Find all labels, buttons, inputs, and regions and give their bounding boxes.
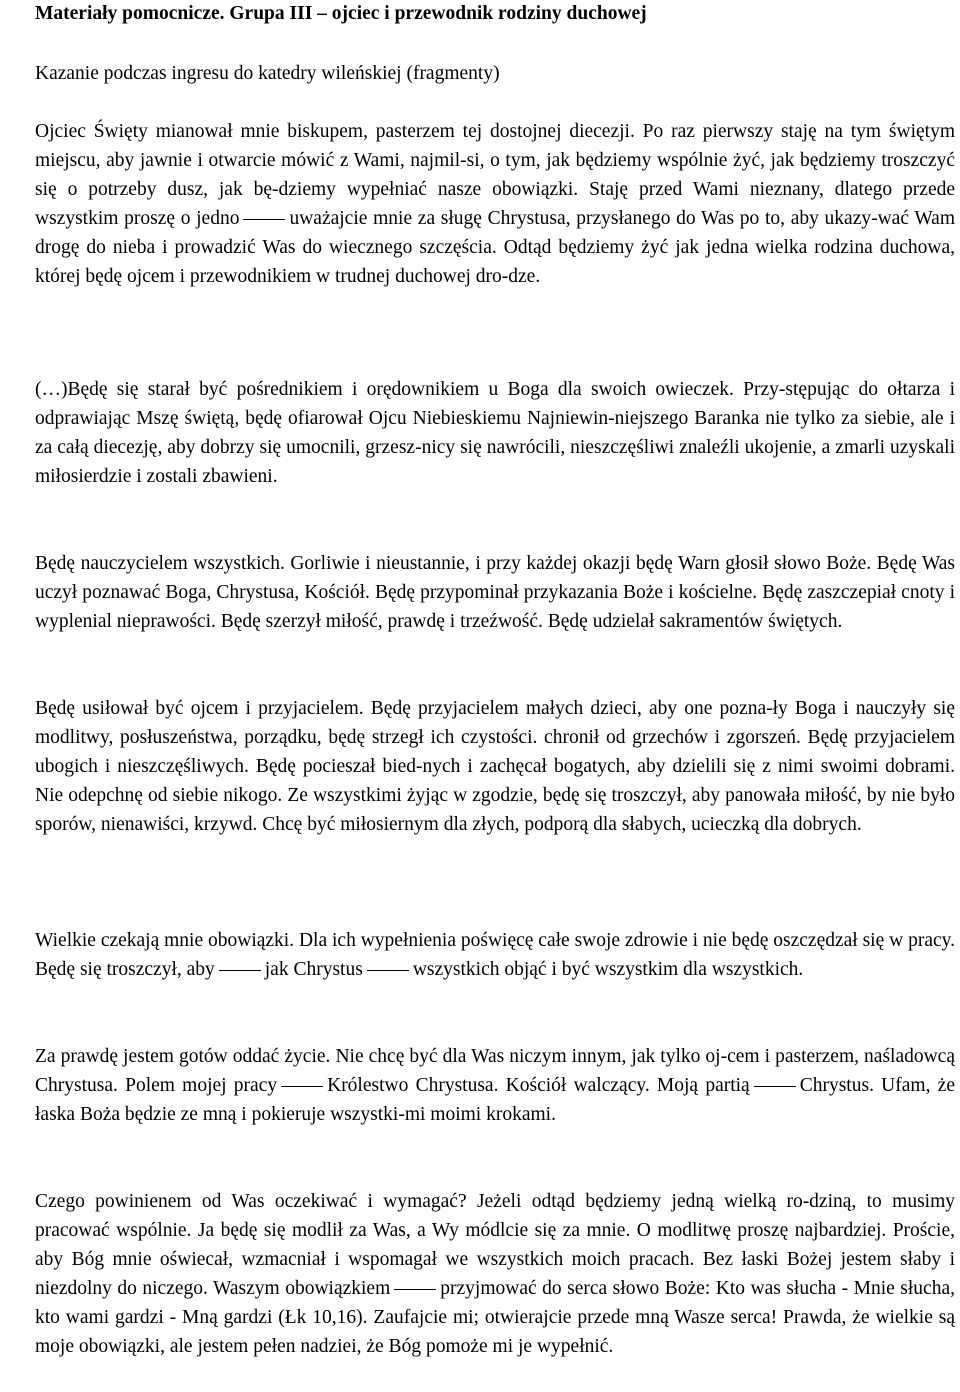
page-heading: Materiały pomocnicze. Grupa III – ojciec i przewodnik rodziny duchowej bbox=[35, 3, 647, 24]
em-dash bbox=[243, 219, 285, 220]
paragraph-text: Ojciec Święty mianował mnie biskupem, pasterzem tej dostojnej diecezji. Po raz pierwszy staję na tym świętym miejscu, aby jawnie i otwarcie mówić z Wami, najmil-si, o tym, jak będziemy wspólnie żyć, jak będziemy troszczyć się o potrzeby dusz, jak bę-dziemy wypełniać nasze obowiązki. Staję przed Wami nieznany, dlatego przede wszystkim proszę o jedno bbox=[35, 121, 955, 229]
em-dash bbox=[394, 1289, 436, 1290]
paragraph-text: Będę usiłował być ojcem i przyjacielem. Będę przyjacielem małych dzieci, aby one pozna-ły Boga i nauczyły się modlitwy, posłuszeństwa, porządku, będę strzegł ich czystości. chronił od grzechów i zgorszeń. Będę przyjacielem ubogich i nieszczęśliwych. Będę pocieszał bied-nych i zachęcał bogatych, aby dzielili się z nimi swoimi dobrami. Nie odepchnę od siebie nikogo. Ze wszystkimi żyjąc w zgodzie, będę się troszczył, aby panowała miłość, by nie było sporów, nienawiści, krzywd. Chcę być miłosiernym dla złych, podporą dla słabych, ucieczką dla dobrych. bbox=[35, 698, 955, 835]
em-dash bbox=[367, 970, 409, 971]
em-dash bbox=[754, 1086, 796, 1087]
paragraph-5 bbox=[35, 926, 955, 984]
em-dash bbox=[219, 970, 261, 971]
paragraph-text: Chrystus. Ufam, że łaska Boża będzie ze mną i pokieruje wszystki-mi moimi krokami. bbox=[35, 1075, 955, 1125]
paragraph-text: Czego powinienem od Was oczekiwać i wymagać? Jeżeli odtąd będziemy jedną wielką ro-dziną, to musimy pracować wspólnie. Ja będę się modlił za Was, a Wy módlcie się za mnie. O modlitwę proszę najbardziej. Proście, aby Bóg mnie oświecał, wzmacniał i wspomagał we wszystkich moich pracach. Bez łaski Bożej jestem słaby i niezdolny do niczego. Waszym obowiązkiem bbox=[35, 1191, 955, 1299]
paragraph-text: Królestwo Chrystusa. Kościół walczący. Moją partią bbox=[327, 1075, 750, 1096]
paragraph-text: uważajcie mnie za sługę Chrystusa, przysłanego do Was po to, aby ukazy-wać Wam drogę do nieba i prowadzić Was do wiecznego szczęścia. Odtąd będziemy żyć jak jedna wielka rodzina duchowa, której będę ojcem i przewodnikiem w trudnej duchowej dro-dze. bbox=[35, 208, 955, 287]
paragraph-4 bbox=[35, 694, 955, 839]
paragraph-text: wszystkich objąć i być wszystkim dla wszystkich. bbox=[412, 959, 804, 980]
paragraph-text: Za prawdę jestem gotów oddać życie. Nie chcę być dla Was niczym innym, jak tylko oj-cem i pasterzem, naśladowcą Chrystusa. Polem mojej pracy bbox=[35, 1046, 955, 1096]
paragraph-1 bbox=[35, 117, 955, 291]
em-dash bbox=[281, 1086, 323, 1087]
paragraph-3 bbox=[35, 549, 955, 636]
paragraph-2 bbox=[35, 375, 955, 491]
paragraph-text: Będę nauczycielem wszystkich. Gorliwie i nieustannie, i przy każdej okazji będę Warn głosił słowo Boże. Będę Was uczył poznawać Boga, Chrystusa, Kościół. Będę przypominał przykazania Boże i kościelne. Będę zaszczepiał cnoty i wyplenial nieprawości. Będę szerzył miłość, prawdę i trzeźwość. Będę udzielał sakramentów świętych. bbox=[35, 553, 955, 632]
paragraph-6 bbox=[35, 1042, 955, 1129]
paragraph-text: przyjmować do serca słowo Boże: Kto was słucha - Mnie słucha, kto wami gardzi - Mną gardzi (Łk 10,16). Zaufajcie mi; otwierajcie przede mną Wasze serca! Prawda, że wielkie są moje obowiązki, ale jestem pełen nadziei, że Bóg pomoże mi je wypełnić. bbox=[35, 1278, 955, 1357]
sermon-subtitle: Kazanie podczas ingresu do katedry wileńskiej (fragmenty) bbox=[35, 63, 500, 84]
paragraph-text: Wielkie czekają mnie obowiązki. Dla ich wypełnienia poświęcę całe swoje zdrowie i nie będę oszczędzał się w pracy. Będę się troszczył, aby bbox=[35, 930, 956, 980]
paragraph-text: (…)Będę się starał być pośrednikiem i orędownikiem u Boga dla swoich owieczek. Przy-stępując do ołtarza i odprawiając Mszę świętą, będę ofiarował Ojcu Niebieskiemu Najniewin-niejszego Baranka nie tylko za siebie, ale i za całą diecezję, aby dobrzy się umocnili, grzesz-nicy się nawrócili, nieszczęśliwi znaleźli ukojenie, a zmarli uzyskali miłosierdzie i zostali zbawieni. bbox=[35, 379, 955, 487]
paragraph-text: jak Chrystus bbox=[264, 959, 363, 980]
paragraph-7 bbox=[35, 1187, 955, 1361]
